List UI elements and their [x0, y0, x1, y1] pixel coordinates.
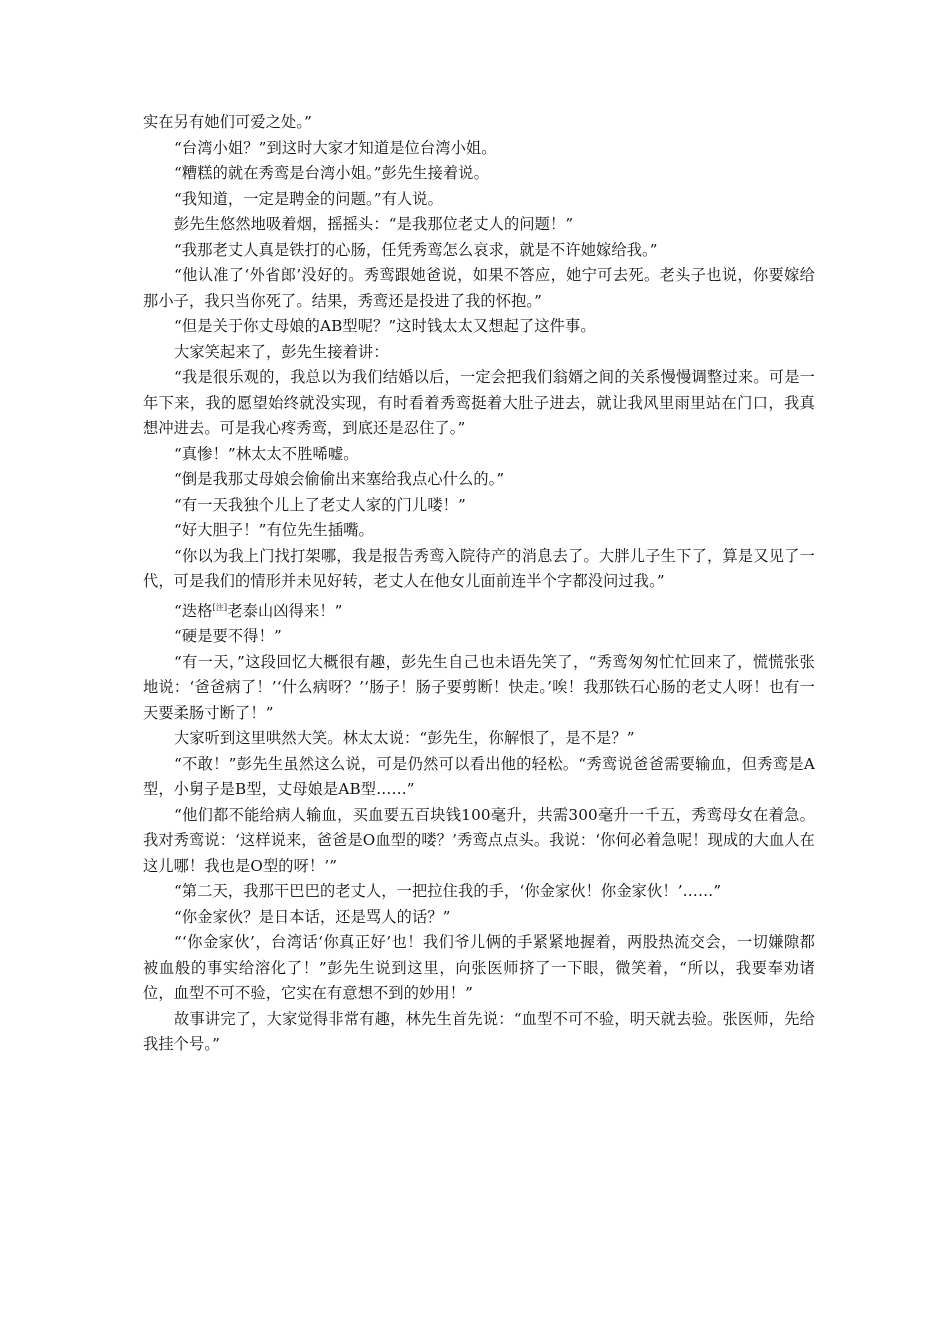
paragraph: “但是关于你丈母娘的AB型呢？”这时钱太太又想起了这件事。	[174, 317, 596, 335]
paragraph: “台湾小姐？”到这时大家才知道是位台湾小姐。	[174, 138, 497, 157]
paragraph: “你金家伙？是日本话，还是骂人的话？”	[174, 907, 451, 926]
paragraph: “有一天我独个儿上了老丈人家的门儿喽！”	[174, 495, 466, 514]
paragraph: “他认准了‘外省郎’没好的。秀鸾跟她爸说，如果不答应，她宁可去死。老头子也说，你要嫁给那小子，我只当你死了。结果，秀鸾还是投进了我的怀抱。”	[143, 266, 815, 310]
paragraph: “糟糕的就在秀鸾是台湾小姐。”彭先生接着说。	[174, 164, 489, 182]
paragraph: “我是很乐观的，我总以为我们结婚以后，一定会把我们翁婿之间的关系慢慢调整过来。可是一年下来，我的愿望始终就没实现，有时看着秀鸾挺着大肚子进去，就让我风里雨里站在门口，我真想冲进去。可是我心疼秀鸾，到底还是忍住了。”	[143, 368, 815, 437]
paragraph: 大家听到这里哄然大笑。林太太说：“彭先生，你解恨了，是不是？”	[174, 729, 635, 747]
paragraph: “好大胆子！”有位先生插嘴。	[174, 521, 374, 539]
paragraph: 彭先生悠然地吸着烟，摇摇头：“是我那位老丈人的问题！”	[174, 215, 574, 233]
paragraph: “我那老丈人真是铁打的心肠，任凭秀鸾怎么哀求，就是不许她嫁给我。”	[174, 240, 658, 259]
paragraph: “硬是要不得！”	[174, 627, 282, 645]
paragraph: 故事讲完了，大家觉得非常有趣，林先生首先说：“血型不可不验，明天就去验。张医师，先给我挂个号。”	[143, 1009, 815, 1053]
paragraph: 实在另有她们可爱之处。”	[143, 113, 313, 131]
paragraph: “你以为我上门找打架哪，我是报告秀鸾入院待产的消息去了。大胖儿子生下了，算是又见了一代，可是我们的情形并未见好转，老丈人在他女儿面前连半个字都没问过我。”	[143, 546, 815, 590]
paragraph: “真惨！”林太太不胜唏嘘。	[174, 444, 359, 463]
paragraph: “‘你金家伙’，台湾话‘你真正好’也！我们爷儿俩的手紧紧地握着，两股热流交会，一切嫌隙都被血般的事实给溶化了！”彭先生说到这里，向张医师挤了一下眼，微笑着，“所以，我要奉劝诸位，血型不可不验，它实在有意想不到的妙用！”	[143, 933, 815, 1002]
story-text	[143, 110, 815, 1058]
paragraph: 大家笑起来了，彭先生接着讲：	[174, 342, 389, 361]
paragraph: “不敢！”彭先生虽然这么说，可是仍然可以看出他的轻松。“秀鸾说爸爸需要输血，但秀鸾是A型，小舅子是B型，丈母娘是AB型……”	[143, 754, 815, 798]
paragraph: “倒是我那丈母娘会偷偷出来塞给我点心什么的。”	[174, 470, 505, 488]
footnote-marker[interactable]: [注]	[212, 602, 228, 612]
paragraph-text-end: 老泰山凶得来！”	[227, 601, 343, 620]
paragraph: “有一天，”这段回忆大概很有趣，彭先生自己也未语先笑了，“秀鸾匆匆忙忙回来了，慌慌张张地说：‘爸爸病了！’‘什么病呀？’‘肠子！肠子要剪断！快走。’唉！我那铁石心肠的老丈人呀！也有一天要柔肠寸断了！”	[143, 652, 815, 722]
paragraph: “我知道，一定是聘金的问题。”有人说。	[174, 189, 443, 208]
paragraph: “第二天，我那干巴巴的老丈人，一把拉住我的手，‘你金家伙！你金家伙！’……”	[174, 882, 722, 900]
paragraph: “他们都不能给病人输血，买血要五百块钱100毫升，共需300毫升一千五，秀鸾母女在着急。我对秀鸾说：‘这样说来，爸爸是O血型的喽？’秀鸾点点头。我说：‘你何必着急呢！现成的大血人在这儿哪！我也是O型的呀！’”	[143, 805, 815, 875]
paragraph-text-start: “迭格	[174, 601, 213, 620]
paragraph-with-footnote	[143, 595, 815, 625]
